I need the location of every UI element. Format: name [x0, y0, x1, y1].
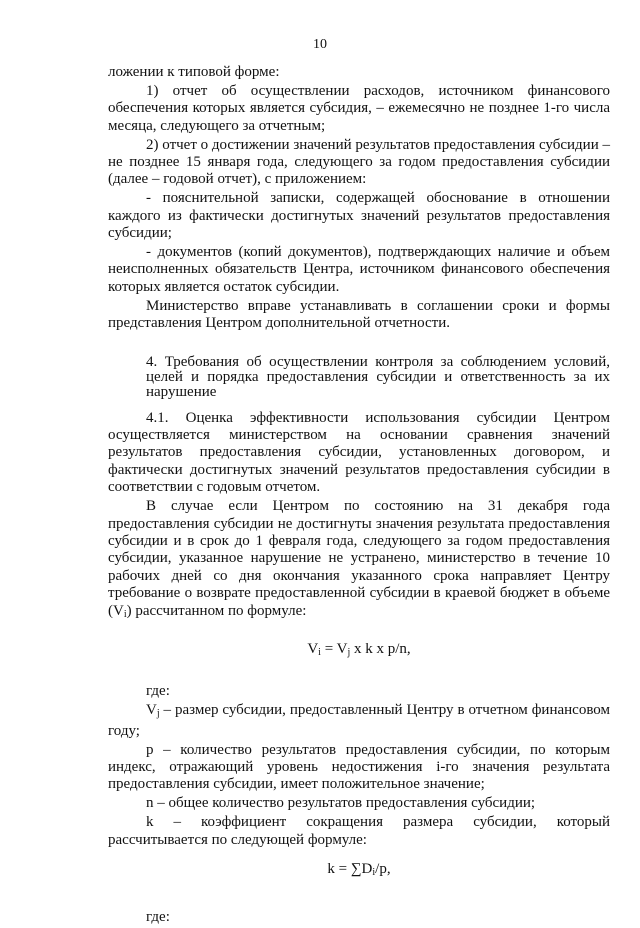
paragraph-8: [108, 498, 610, 623]
definition-n: n – общее количество результатов предоставления субсидии;: [146, 795, 536, 812]
formula2-sub: i: [372, 867, 376, 879]
page-number: 10: [313, 37, 327, 52]
definition-vj-text: – размер субсидии, предоставленный Центру в отчетном финансовом году;: [108, 702, 611, 739]
formula1-rest: x k x p/n,: [350, 640, 411, 657]
definition-p: p – количество результатов предоставления субсидии, по которым индекс, отражающий уровень недостижения i-го значения результата предоставления субсидии, имеет положительное значение;: [108, 741, 610, 793]
formula1-lhs: V: [307, 640, 319, 657]
formula1-var-sub: j: [347, 646, 351, 658]
paragraph-5: - документов (копий документов), подтверждающих наличие и объем неисполненных обязательств Центра, источником финансового обеспечения которых является остаток субсидии.: [108, 244, 610, 295]
paragraph-4: - пояснительной записки, содержащей обоснование в отношении каждого из фактически достигнутых значений результатов предоставления субсидии;: [108, 190, 610, 242]
paragraph-8-text: В случае если Центром по состоянию на 31 декабря года предоставления субсидии не достигнуты значения результата предоставления субсидии и в срок до 1 февраля года, следующего за годом предоставления субсидии, указанное нарушение не устранено, министерство в течение 10 рабочих дней со дня окончания указанного срока направляет Центру требование о возврате предоставленной субсидии в краевой бюджет в объеме (: [108, 498, 610, 619]
formula-vi: [108, 641, 610, 661]
paragraph-3: 2) отчет о достижении значений результатов предоставления субсидии – не позднее 15 января года, следующего за годом предоставления субсидии (далее – годовой отчет), с приложением:: [108, 136, 610, 188]
paragraph-2: 1) отчет об осуществлении расходов, источником финансового обеспечения которых является субсидия, – ежемесячно не позднее 1-го числа месяца, следующего за отчетным;: [108, 82, 610, 134]
paragraph-6: Министерство вправе устанавливать в соглашении сроки и формы представления Центром дополнительной отчетности.: [108, 297, 610, 332]
document-body: [108, 64, 610, 928]
formula2-rest: /p,: [375, 861, 391, 878]
paragraph-7: 4.1. Оценка эффективности использования субсидии Центром осуществляется министерством на основании сравнения значений результатов предоставления субсидии, установленных договором, и фактически достигнутых значений результатов предоставления субсидии в соответствии с годовым отчетом.: [108, 409, 610, 496]
formula-k: [108, 861, 610, 881]
paragraph-1: ложении к типовой форме:: [108, 64, 280, 80]
formula2-lhs: k = ∑D: [327, 861, 373, 878]
vi-subscript: i: [123, 608, 127, 620]
vj-subscript: j: [156, 708, 160, 720]
vj-symbol: V: [146, 702, 157, 719]
where-label: где:: [146, 683, 170, 700]
vi-symbol: V: [113, 602, 124, 619]
definition-k: k – коэффициент сокращения размера субсидии, который рассчитывается по следующей формуле:: [108, 814, 610, 848]
section-heading: 4. Требования об осуществлении контроля за соблюдением условий, целей и порядка предоставления субсидии и ответственность за их нарушение: [146, 353, 610, 400]
formula1-lhs-sub: i: [318, 646, 321, 658]
paragraph-8-end: ) рассчитанном по формуле:: [126, 602, 307, 619]
where-label-2: где:: [146, 909, 170, 926]
definition-vj: [108, 702, 610, 740]
formula1-eq: = V: [320, 640, 348, 657]
